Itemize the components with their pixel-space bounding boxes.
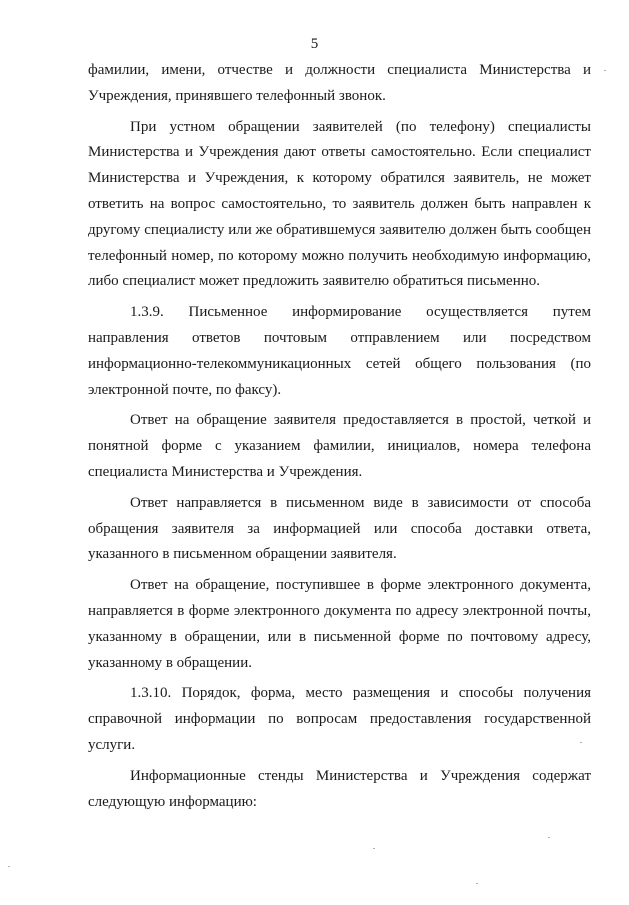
scan-speck	[580, 742, 582, 743]
scan-speck	[604, 70, 606, 71]
scan-speck	[373, 848, 375, 849]
paragraph-section-1-3-10: 1.3.10. Порядок, форма, место размещения и способы получения справочной информации по вопросам предоставления государственной услуги.	[88, 685, 591, 753]
paragraph-info-stands: Информационные стенды Министерства и Учреждения содержат следующую информацию:	[88, 767, 591, 810]
scan-speck	[8, 866, 10, 867]
scan-speck	[548, 837, 550, 838]
paragraph-answer-delivery: Ответ направляется в письменном виде в зависимости от способа обращения заявителя за информацией или способа доставки ответа, указанного в письменном обращении заявителя.	[88, 494, 591, 563]
paragraph-answer-form: Ответ на обращение заявителя предоставляется в простой, четкой и понятной форме с указанием фамилии, инициалов, номера телефона специалиста Министерства и Учреждения.	[88, 412, 591, 480]
paragraph-electronic-answer: Ответ на обращение, поступившее в форме электронного документа, направляется в форме электронного документа по адресу электронной почты, указанному в обращении, или в письменной форме по почтовому адресу, указанному в обращении.	[88, 577, 591, 671]
document-body	[88, 58, 591, 815]
scan-speck	[476, 883, 478, 884]
paragraph-continuation: фамилии, имени, отчестве и должности специалиста Министерства и Учреждения, принявшего телефонный звонок.	[88, 62, 591, 104]
paragraph-section-1-3-9: 1.3.9. Письменное информирование осуществляется путем направления ответов почтовым отправлением или посредством информационно-телекоммуникационных сетей общего пользования (по электронной почте, по факсу).	[88, 304, 591, 398]
paragraph-oral-inquiry: При устном обращении заявителей (по телефону) специалисты Министерства и Учреждения дают ответы самостоятельно. Если специалист Министерства и Учреждения, к которому обратился заявитель, не может ответить на вопрос самостоятельно, то заявитель должен быть направлен к другому специалисту или же обратившемуся заявителю должен быть сообщен телефонный номер, по которому можно получить необходимую информацию, либо специалист может предложить заявителю обратиться письменно.	[88, 118, 591, 290]
page-number: 5	[310, 36, 319, 52]
